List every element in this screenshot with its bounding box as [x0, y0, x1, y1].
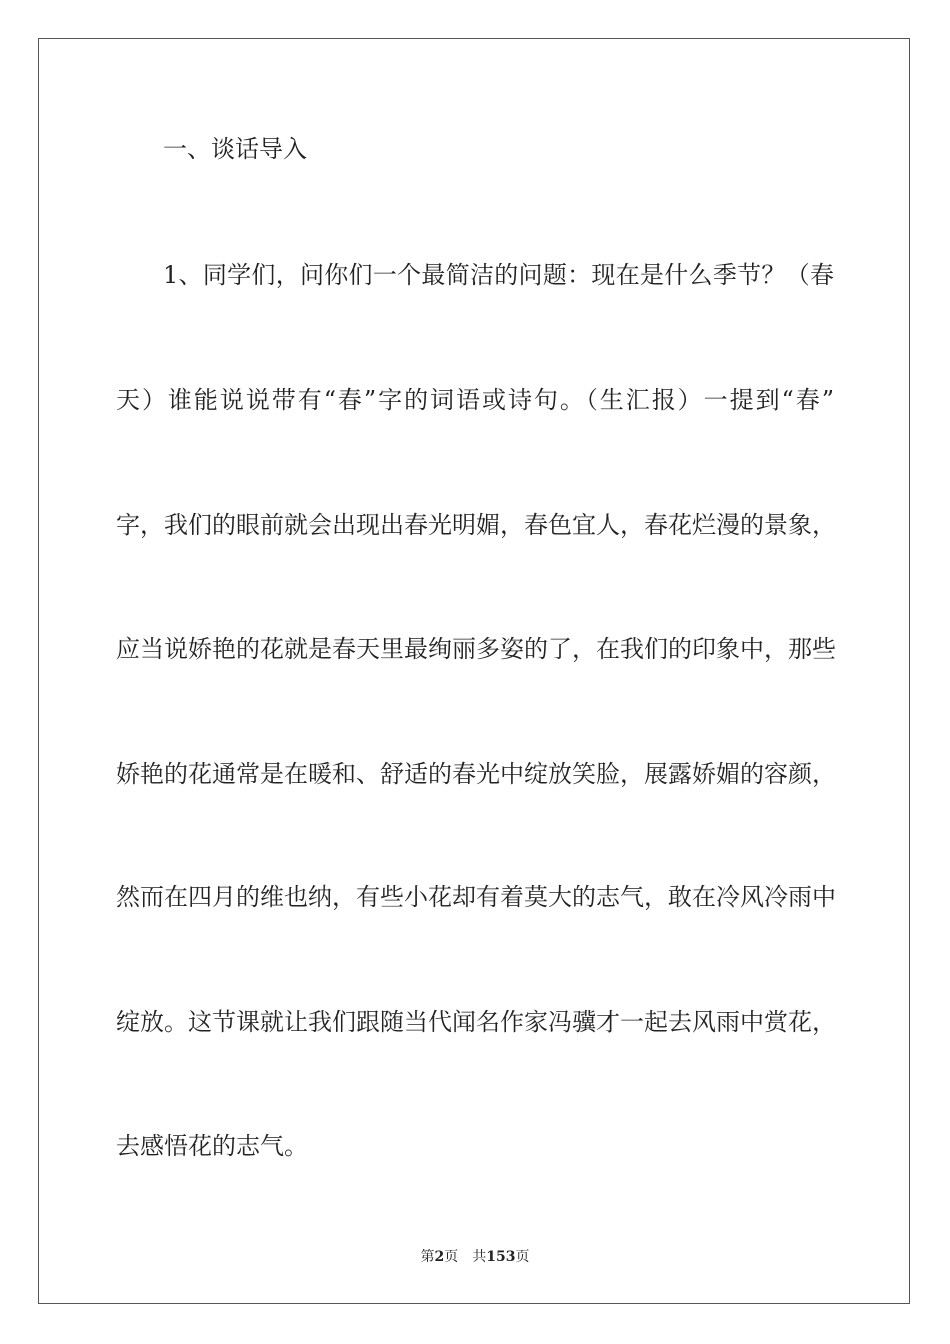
footer-page-suffix: 页: [444, 1249, 459, 1265]
paragraph-line-6: 然而在四月的维也纳，有些小花却有着莫大的志气，敢在冷风冷雨中: [116, 883, 836, 911]
footer-total-prefix: 共: [472, 1249, 487, 1265]
page-footer: [0, 1246, 950, 1266]
paragraph-line-5: 娇艳的花通常是在暖和、舒适的春光中绽放笑脸，展露娇媚的容颜，: [116, 760, 836, 788]
section-heading: 一、谈话导入: [163, 135, 307, 163]
paragraph-line-4: 应当说娇艳的花就是春天里最绚丽多姿的了，在我们的印象中，那些: [116, 635, 836, 663]
paragraph-line-3: 字，我们的眼前就会出现出春光明媚，春色宜人，春花烂漫的景象，: [116, 511, 836, 539]
footer-page-number: 2: [434, 1249, 445, 1265]
footer-total-pages: 153: [486, 1249, 516, 1265]
page-border: [38, 38, 910, 1304]
footer-total-suffix: 页: [515, 1249, 530, 1265]
paragraph-line-8: 去感悟花的志气。: [116, 1132, 308, 1160]
footer-page-prefix: 第: [420, 1249, 435, 1265]
paragraph-line-7: 绽放。这节课就让我们跟随当代闻名作家冯骥才一起去风雨中赏花，: [116, 1008, 836, 1036]
paragraph-line-1: 1、同学们，问你们一个最简洁的问题：现在是什么季节？（春: [163, 261, 834, 289]
paragraph-line-2: 天）谁能说说带有“春”字的词语或诗句。（生汇报）一提到“春”: [116, 386, 834, 414]
